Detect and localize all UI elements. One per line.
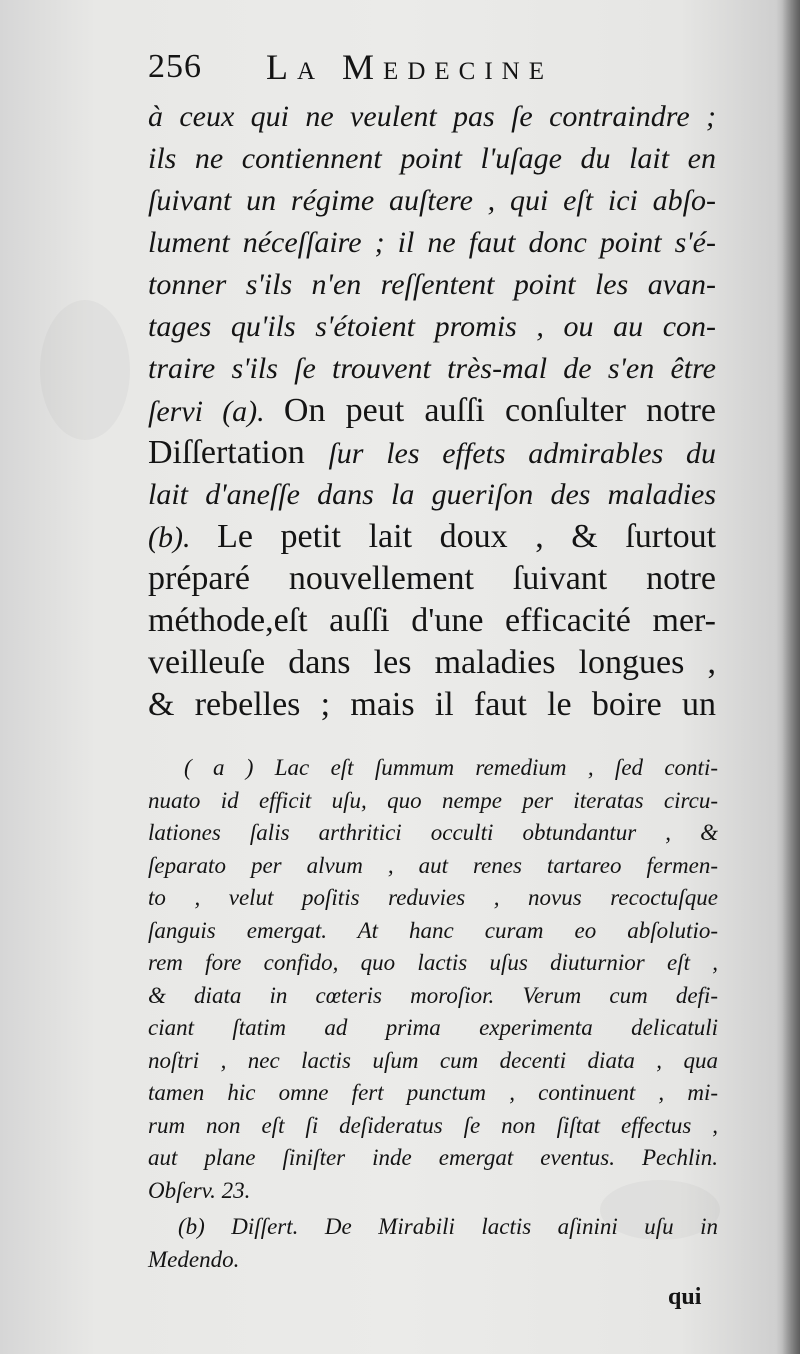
catchword: qui bbox=[668, 1284, 702, 1310]
footnote-line: rem fore confido, quo lactis uſus diuturnior eſt , bbox=[148, 950, 718, 975]
footnote-line: tamen hic omne fert punctum , continuent , mi- bbox=[148, 1080, 718, 1105]
main-text bbox=[148, 96, 716, 726]
footnote-line: to , velut poſitis reduvies , novus recoctuſque bbox=[148, 885, 718, 910]
text-line: lait d'aneſſe dans la gueriſon des maladies bbox=[148, 478, 716, 511]
running-title: La Medecine bbox=[266, 47, 553, 87]
footnote-line: rum non eſt ſi deſideratus ſe non ſiſtat effectus , bbox=[148, 1112, 718, 1138]
footnote-line: Medendo. bbox=[148, 1246, 240, 1272]
text-segment: (b). bbox=[148, 521, 218, 554]
text-line: veilleuſe dans les maladies longues , bbox=[148, 644, 716, 681]
text-line: méthode,eſt auſſi d'une efficacité mer- bbox=[148, 602, 716, 639]
footnote-line: & diata in cœteris moroſior. Verum cum defi- bbox=[148, 982, 718, 1008]
text-line: ſuivant un régime auſtere , qui eſt ici abſo- bbox=[148, 184, 716, 217]
footnote-b bbox=[148, 1211, 718, 1276]
binding-shadow bbox=[782, 0, 800, 1354]
text-segment: ſur les effets admirables du bbox=[328, 437, 716, 470]
footnote-line: aut plane ſiniſter inde emergat eventus. Pechlin. bbox=[148, 1145, 718, 1170]
text-line: tonner s'ils n'en reſſentent point les avan- bbox=[148, 268, 716, 301]
footnote-line: ſeparato per alvum , aut renes tartareo fermen- bbox=[148, 852, 718, 878]
text-segment: Le petit lait doux , & ſurtout bbox=[217, 518, 717, 555]
text-line: à ceux qui ne veulent pas ſe contraindre ; bbox=[148, 100, 716, 133]
text-line bbox=[148, 516, 716, 558]
text-line bbox=[148, 432, 716, 474]
text-line: traire s'ils ſe trouvent très-mal de s'en être bbox=[148, 352, 716, 385]
footnote-line: Obſerv. 23. bbox=[148, 1177, 251, 1203]
footnote-line: (b) Diſſert. De Mirabili lactis aſinini uſu in bbox=[178, 1214, 718, 1239]
footnotes bbox=[148, 752, 718, 1276]
text-segment: ſervi (a). bbox=[148, 395, 284, 428]
page-number: 256 bbox=[148, 48, 202, 85]
text-line: & rebelles ; mais il faut le boire un bbox=[148, 686, 716, 723]
footnote-line: noſtri , nec lactis uſum cum decenti diata , qua bbox=[148, 1047, 718, 1073]
footnote-line: ſanguis emergat. At hanc curam eo abſolutio- bbox=[148, 917, 718, 943]
text-line: tages qu'ils s'étoient promis , ou au con- bbox=[148, 310, 716, 343]
page-header bbox=[148, 42, 708, 92]
text-segment: On peut auſſi conſulter notre bbox=[283, 392, 716, 429]
text-line bbox=[148, 390, 716, 432]
footnote-line: ( a ) Lac eſt ſummum remedium , ſed conti- bbox=[184, 755, 718, 780]
text-segment: Diſſertation bbox=[148, 434, 329, 471]
text-line: ils ne contiennent point l'uſage du lait en bbox=[148, 142, 716, 175]
paper-stain bbox=[40, 300, 130, 440]
footnote-line: lationes ſalis arthritici occulti obtundantur , & bbox=[148, 820, 718, 845]
text-line: lument néceſſaire ; il ne faut donc point s'é- bbox=[148, 226, 716, 259]
footnote-line: ciant ſtatim ad prima experimenta delicatuli bbox=[148, 1015, 718, 1040]
footnote-line: nuato id efficit uſu, quo nempe per iteratas circu- bbox=[148, 787, 718, 813]
text-line: préparé nouvellement ſuivant notre bbox=[148, 560, 716, 597]
footnote-a bbox=[148, 752, 718, 1207]
